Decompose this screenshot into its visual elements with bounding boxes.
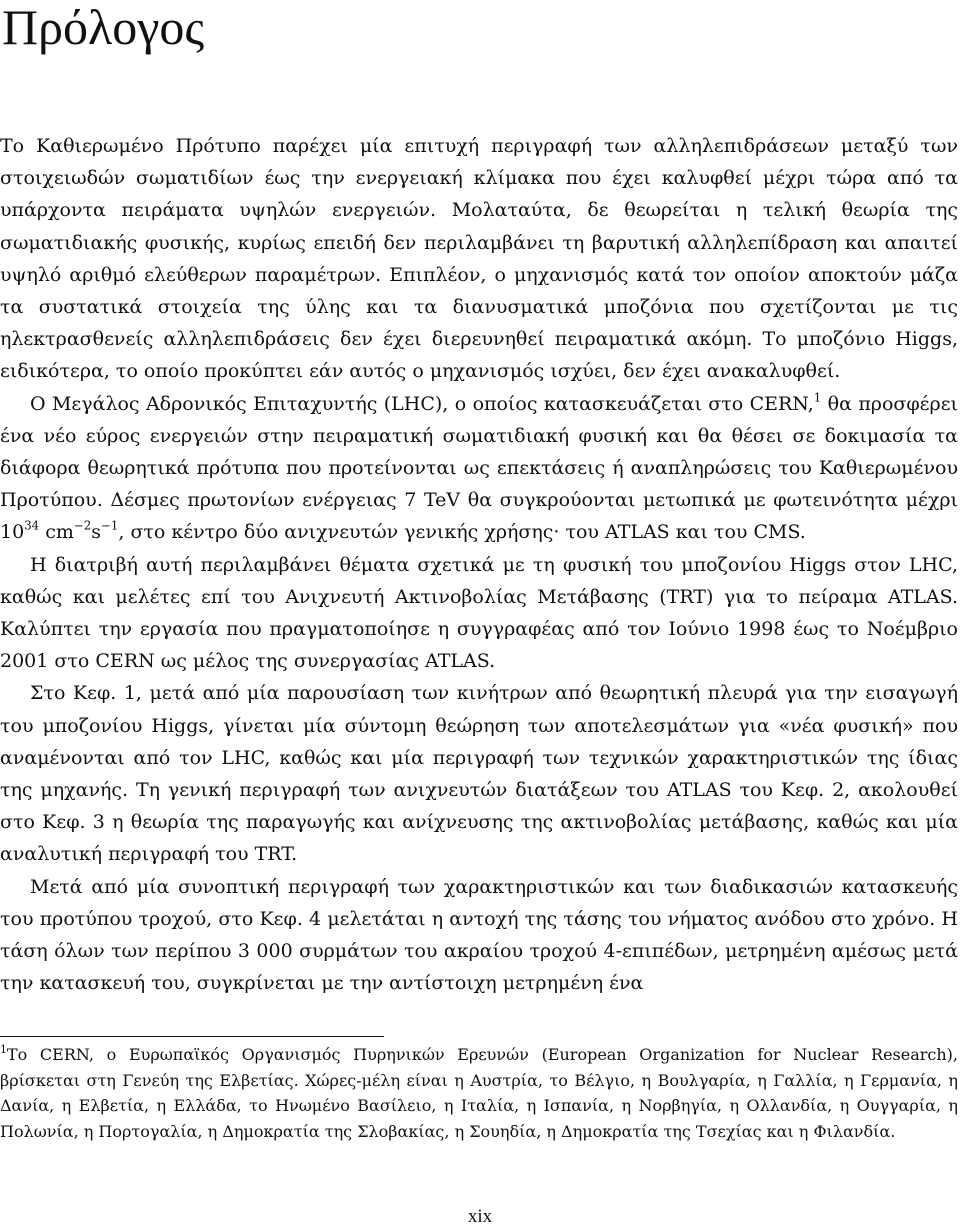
- s-exponent: −1: [101, 518, 119, 533]
- paragraph-3: Η διατριβή αυτή περιλαμβάνει θέματα σχετικά με τη φυσική του μποζονίου Higgs στον LHC, καθώς και μελέτες επί του Ανιχνευτή Ακτινοβολίας Μετάβασης (TRT) για το πείραμα ATLAS. Καλύπτει την εργασία που πραγματοποίησε η συγγραφέας από τον Ιούνιο 1998 έως το Νοέμβριο 2001 στο CERN ως μέλος της συνεργασίας ATLAS.: [0, 553, 958, 673]
- paragraph-4: Στο Κεφ. 1, μετά από μία παρουσίαση των κινήτρων από θεωρητική πλευρά για την εισαγωγή του μποζονίου Higgs, γίνεται μία σύντομη θεώρηση των αποτελεσμάτων για «νέα φυσική» που αναμένονται από τον LHC, καθώς και μία περιγραφή των τεχνικών χαρακτηριστικών της ίδιας της μηχανής. Τη γενική περιγραφή των ανιχνευτών διατάξεων του ATLAS του Κεφ. 2, ακολουθεί στο Κεφ. 3 η θεωρία της παραγωγής και ανίχνευσης της ακτινοβολίας μετάβασης, καθώς και μία αναλυτική περιγραφή του TRT.: [0, 682, 958, 866]
- footnote-text: Το CERN, ο Ευρωπαϊκός Οργανισμός Πυρηνικών Ερευνών (European Organization for Nuclear Research), βρίσκεται στη Γενεύη της Ελβετίας. Χώρες-μέλη είναι η Αυστρία, το Βέλγιο, η Βουλγαρία, η Γαλλία, η Γερμανία, η Δανία, η Ελβετία, η Ελλάδα, το Ηνωμένο Βασίλειο, η Ιταλία, η Ισπανία, η Νορβηγία, η Ολλανδία, η Ουγγαρία, η Πολωνία, η Πορτογαλία, η Δημοκρατία της Σλοβακίας, η Σουηδία, η Δημοκρατία της Τσεχίας και η Φιλανδία.: [0, 1045, 958, 1141]
- footnote-divider: [0, 1036, 384, 1037]
- footnote-mark: 1: [0, 1042, 7, 1056]
- page-number: xix: [467, 1206, 493, 1227]
- chapter-title: Πρόλογος: [2, 0, 205, 55]
- luminosity-exponent: 34: [24, 518, 40, 533]
- paragraph-1: Το Καθιερωμένο Πρότυπο παρέχει μία επιτυχή περιγραφή των αλληλεπιδράσεων μεταξύ των στοιχειωδών σωματιδίων έως την ενεργειακή κλίμακα που έχει καλυφθεί μέχρι τώρα από τα υπάρχοντα πειράματα υψηλών ενεργειών. Μολαταύτα, δε θεωρείται η τελική θεωρία της σωματιδιακής φυσικής, κυρίως επειδή δεν περιλαμβάνει τη βαρυτική αλληλεπίδραση και απαιτεί υψηλό αριθμό ελεύθερων παραμέτρων. Επιπλέον, ο μηχανισμός κατά τον οποίον αποκτούν μάζα τα συστατικά στοιχεία της ύλης και τα διανυσματικά μποζόνια που σχετίζονται με τις ηλεκτρασθενείς αλληλεπιδράσεις δεν έχει διερευνηθεί πειραματικά ακόμη. Το μποζόνιο Higgs, ειδικότερα, το οποίο προκύπτει εάν αυτός ο μηχανισμός ισχύει, δεν έχει ανακαλυφθεί.: [0, 135, 958, 383]
- paragraph-2-text-end: , στο κέντρο δύο ανιχνευτών γενικής χρήσης· του ATLAS και του CMS.: [118, 521, 806, 544]
- body-text: [0, 130, 958, 999]
- paragraph-2-text-middle: θα προσφέρει ένα νέο εύρος ενεργειών στην πειραματική σωματιδιακή φυσική και θα θέσει σε δοκιμασία τα διάφορα θεωρητικά πρότυπα που προτείνονται ως επεκτάσεις ή αναπληρώσεις του Καθιερωμένου Προτύπου. Δέσμες πρωτονίων ενέργειας 7 TeV θα συγκρούονται μετωπικά με φωτεινότητα μέχρι 10: [0, 392, 958, 544]
- paragraph-2-text-start: Ο Μεγάλος Αδρονικός Επιταχυντής (LHC), ο οποίος κατασκευάζεται στο CERN,: [30, 392, 814, 415]
- luminosity-unit-s: s: [91, 521, 101, 544]
- cm-exponent: −2: [73, 518, 92, 533]
- footnote: [0, 1042, 958, 1144]
- paragraph-2: [0, 388, 958, 549]
- paragraph-5: Μετά από μία συνοπτική περιγραφή των χαρακτηριστικών και των διαδικασιών κατασκευής του προτύπου τροχού, στο Κεφ. 4 μελετάται η αντοχή της τάσης του νήματος ανόδου στο χρόνο. Η τάση όλων των περίπου 3 000 συρμάτων του ακραίου τροχού 4-επιπέδων, μετρημένη αμέσως μετά την κατασκευή του, συγκρίνεται με την αντίστοιχη μετρημένη ένα: [0, 875, 958, 995]
- luminosity-unit-cm: cm: [39, 521, 74, 544]
- footnote-reference: 1: [813, 390, 822, 405]
